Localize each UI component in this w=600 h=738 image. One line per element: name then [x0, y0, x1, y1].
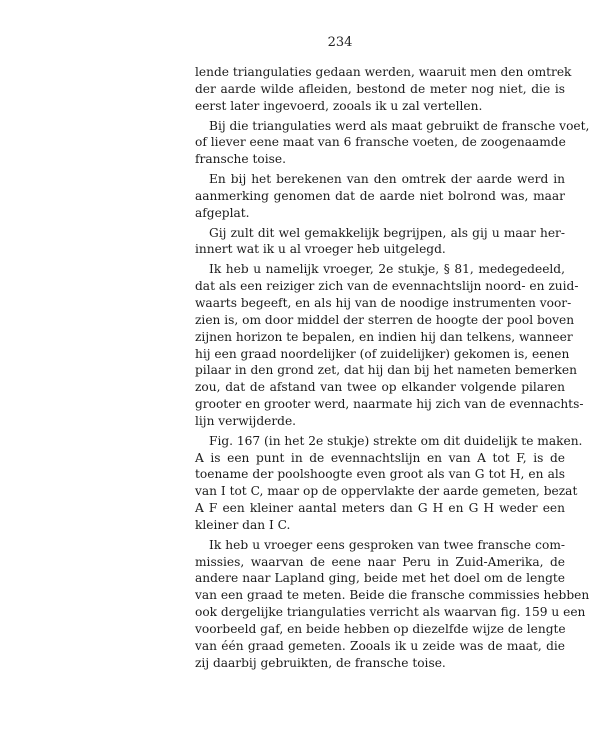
text-line: pilaar in den grond zet, dat hij dan bij het nameten bemerken: [195, 363, 577, 378]
text-line: Gij zult dit wel gemakkelijk begrijpen, als gij u maar her-: [209, 225, 565, 240]
text-line: A is een punt in de evennachtslijn en van A tot F, is de: [195, 450, 565, 465]
text-line: toename der poolshoogte even groot als van G tot H, en als: [195, 467, 565, 482]
text-line: zij daarbij gebruikten, de fransche toise.: [195, 655, 446, 670]
paragraph: [195, 118, 590, 169]
paragraph: [195, 64, 572, 115]
text-line: lende triangulaties gedaan werden, waaruit men den omtrek: [195, 65, 572, 79]
body-text: [195, 64, 590, 672]
text-line: van I tot C, maar op de oppervlakte der aarde gemeten, bezat: [195, 484, 578, 499]
paragraph: [195, 433, 583, 534]
text-line: kleiner dan I C.: [195, 517, 291, 532]
text-line: missies, waarvan de eene naar Peru in Zuid-Amerika, de: [195, 554, 565, 569]
text-line: lijn verwijderde.: [195, 413, 297, 428]
text-line: Ik heb u vroeger eens gesproken van twee fransche com-: [209, 537, 565, 552]
text-line: innert wat ik u al vroeger heb uitgelegd.: [195, 242, 446, 257]
text-line: van één graad gemeten. Zooals ik u zeide was de maat, die: [195, 638, 565, 653]
text-line: voorbeeld gaf, en beide hebben op diezelfde wijze de lengte: [195, 622, 566, 636]
text-line: hij een graad noordelijker (of zuidelijker) gekomen is, eenen: [195, 346, 570, 361]
text-line: of liever eene maat van 6 fransche voeten, de zoogenaamde: [195, 135, 566, 150]
text-line: fransche toise.: [195, 152, 286, 167]
text-line: zijnen horizon te bepalen, en indien hij dan telkens, wanneer: [195, 329, 573, 344]
text-line: der aarde wilde afleiden, bestond de meter nog niet, die is: [195, 81, 565, 96]
text-line: eerst later ingevoerd, zooals ik u zal vertellen.: [195, 98, 483, 113]
text-line: afgeplat.: [195, 205, 250, 220]
text-line: aanmerking genomen dat de aarde niet bolrond was, maar: [195, 188, 565, 203]
text-line: zien is, om door middel der sterren de hoogte der pool boven: [195, 312, 575, 327]
paragraph: [195, 225, 565, 259]
text-line: van een graad te meten. Beide die fransche commissies hebben: [195, 588, 590, 603]
paragraph: [195, 537, 590, 672]
paragraph: [195, 261, 584, 429]
paragraph: [195, 171, 565, 222]
text-line: ook dergelijke triangulaties verricht als waarvan fig. 159 u een: [195, 605, 586, 620]
text-line: En bij het berekenen van den omtrek der aarde werd in: [209, 172, 565, 187]
text-line: andere naar Lapland ging, beide met het doel om de lengte: [195, 571, 565, 586]
text-line: Fig. 167 (in het 2e stukje) strekte om dit duidelijk te maken.: [209, 433, 583, 448]
page-number: 234: [327, 35, 353, 50]
text-line: zou, dat de afstand van twee op elkander volgende pilaren: [195, 380, 565, 395]
text-line: Bij die triangulaties werd als maat gebruikt de fransche voet,: [209, 118, 590, 133]
text-line: grooter en grooter werd, naarmate hij zich van de evennachts-: [195, 397, 584, 412]
text-line: A F een kleiner aantal meters dan G H en G H weder een: [195, 501, 565, 516]
text-line: Ik heb u namelijk vroeger, 2e stukje, § 81, medegedeeld,: [209, 262, 565, 277]
text-line: dat als een reiziger zich van de evennachtslijn noord- en zuid-: [195, 279, 579, 294]
text-line: waarts begeeft, en als hij van de noodige instrumenten voor-: [195, 295, 572, 310]
